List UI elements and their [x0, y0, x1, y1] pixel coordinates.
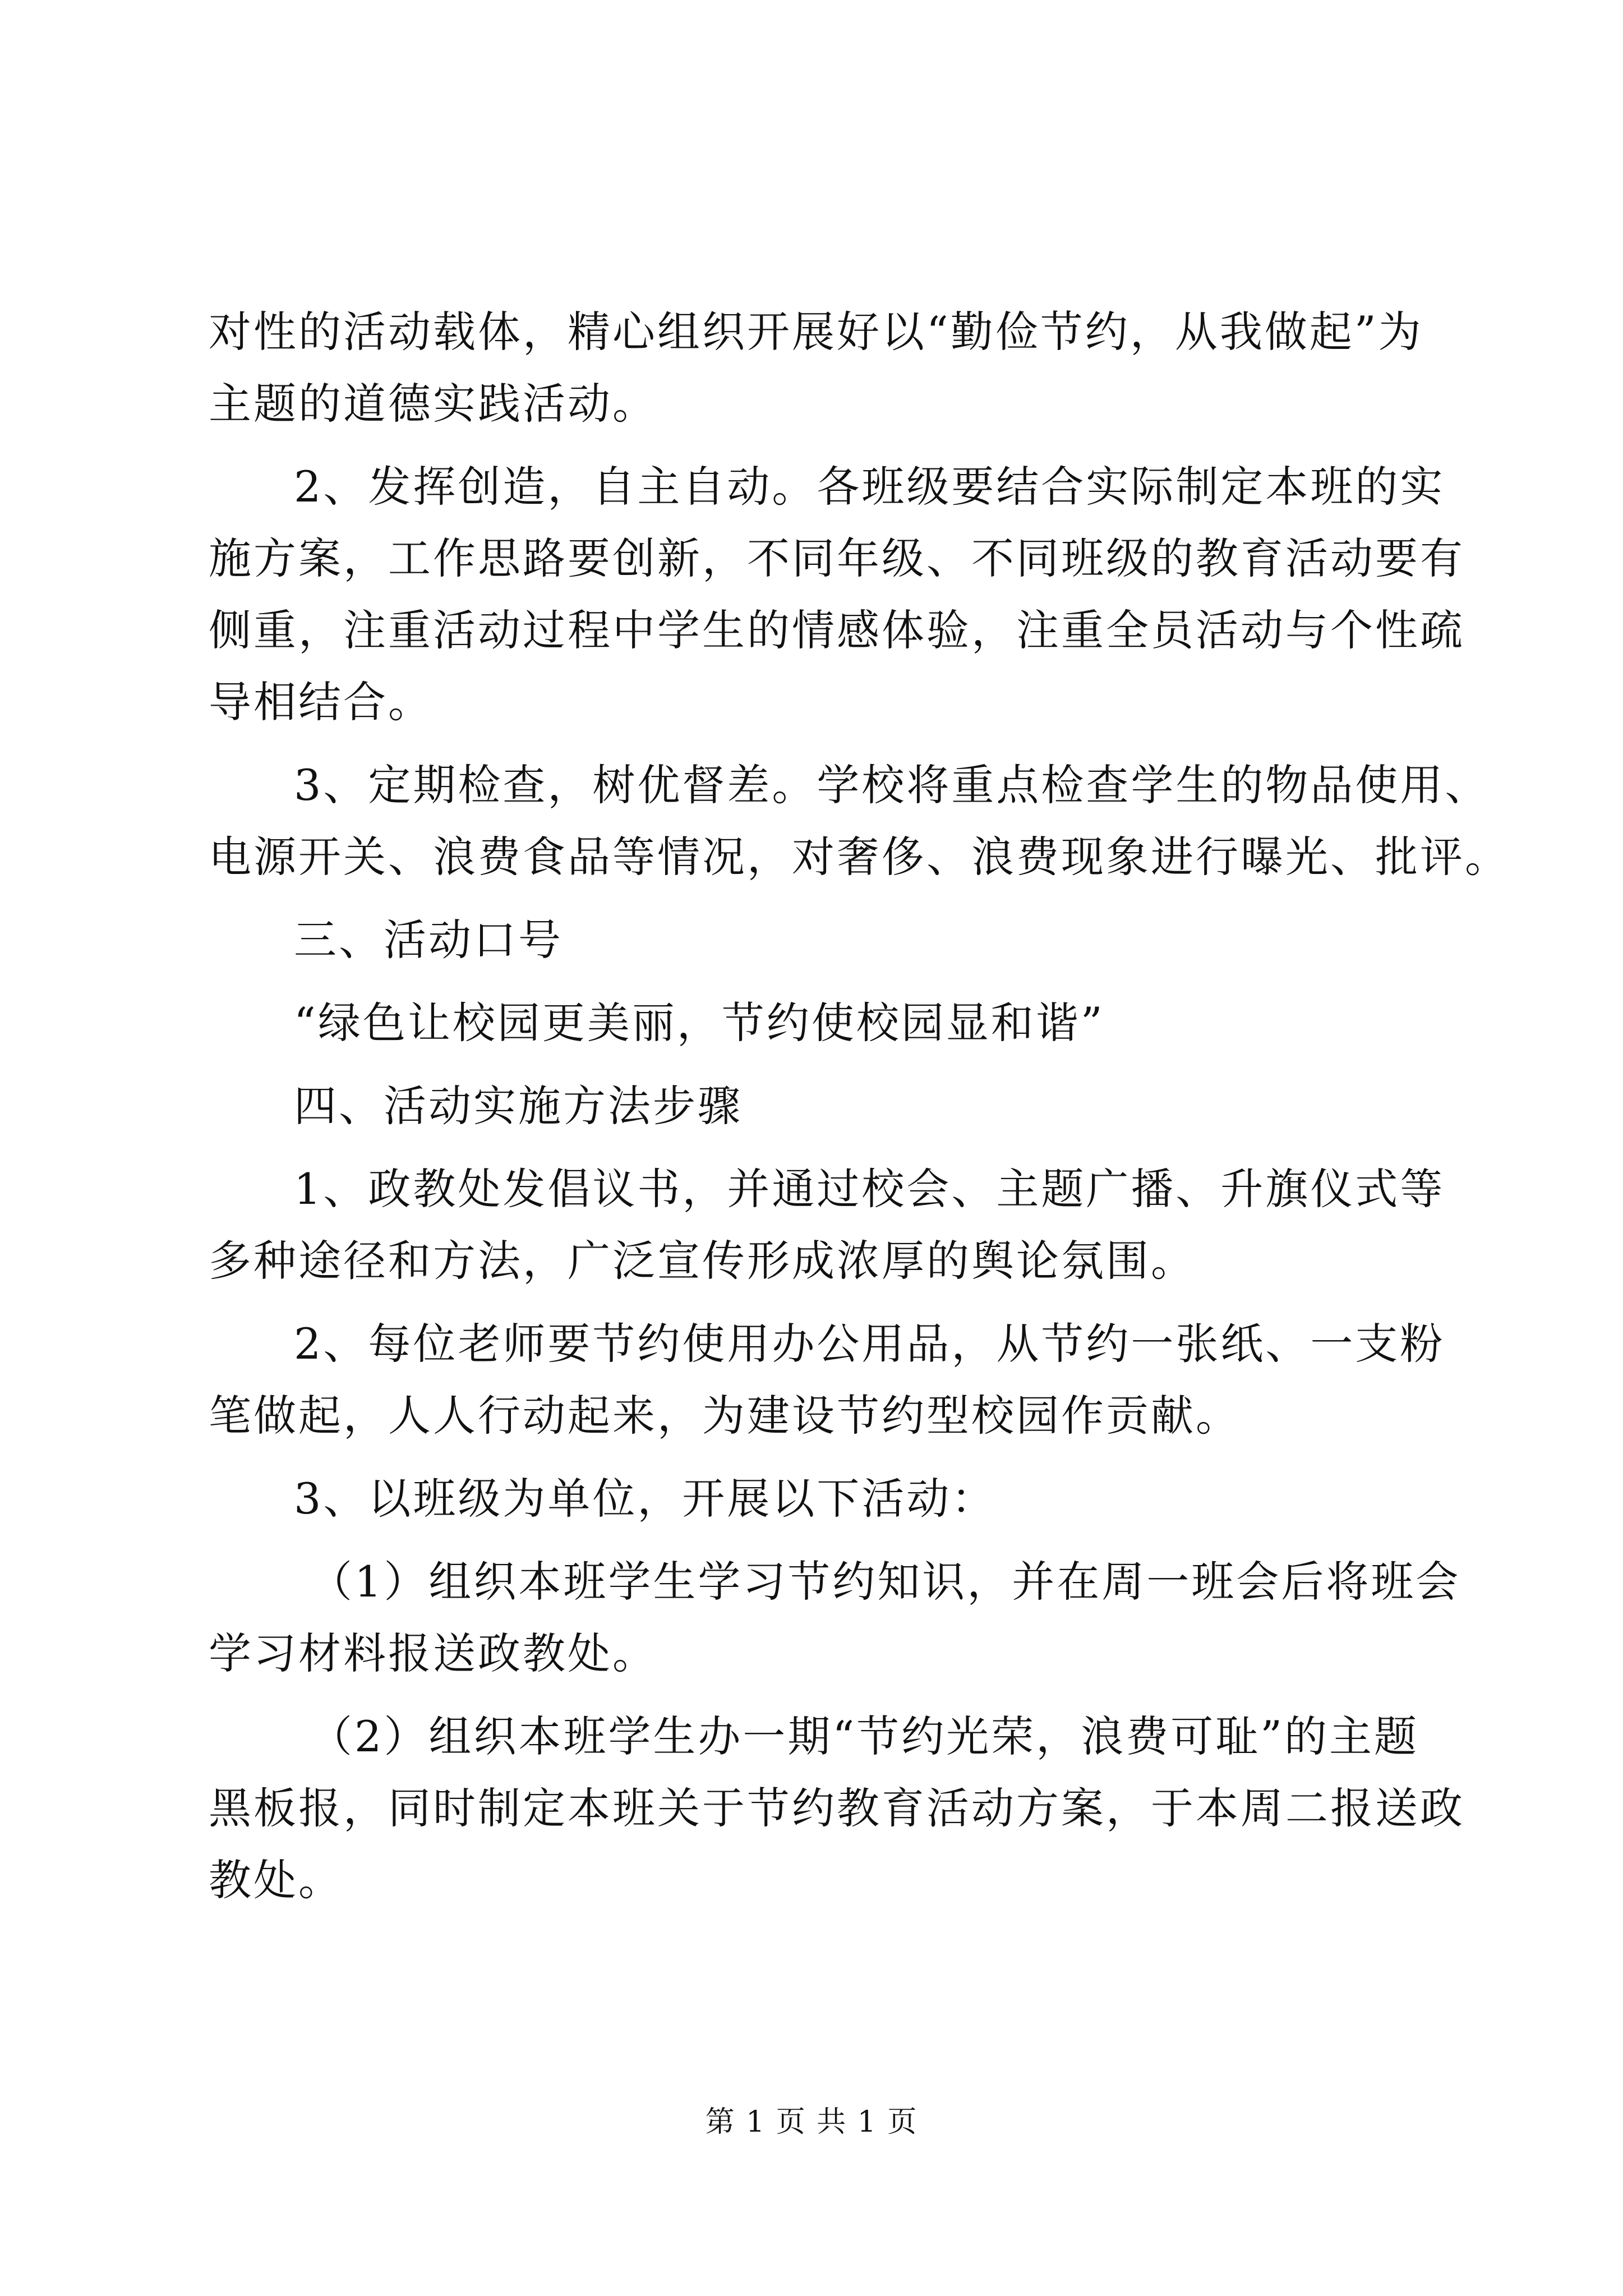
paragraph-line: 主题的道德实践活动。: [209, 379, 657, 429]
paragraph-line: 3、定期检查，树优督差。学校将重点检查学生的物品使用、: [294, 760, 1490, 810]
section-heading: 四、活动实施方法步骤: [294, 1081, 743, 1131]
paragraph-line: （2）组织本班学生办一期“节约光荣，浪费可耻”的主题: [310, 1711, 1419, 1761]
paragraph-line: 施方案，工作思路要创新，不同年级、不同班级的教育活动要有: [209, 533, 1465, 583]
paragraph-line: 教处。: [209, 1855, 343, 1905]
paragraph-line: 笔做起，人人行动起来，为建设节约型校园作贡献。: [209, 1391, 1241, 1441]
document-body: [209, 296, 1510, 1916]
paragraph-line: （1）组织本班学生学习节约知识，并在周一班会后将班会: [310, 1557, 1461, 1607]
paragraph-line: 1、政教处发倡议书，并通过校会、主题广播、升旗仪式等: [294, 1164, 1445, 1214]
paragraph-line: 2、发挥创造，自主自动。各班级要结合实际制定本班的实: [294, 462, 1445, 512]
paragraph-line: 多种途径和方法，广泛宣传形成浓厚的舆论氛围。: [209, 1236, 1196, 1286]
paragraph-line: 电源开关、浪费食品等情况，对奢侈、浪费现象进行曝光、批评。: [209, 832, 1510, 882]
page-number-footer: 第 1 页 共 1 页: [705, 2105, 918, 2139]
slogan-line: “绿色让校园更美丽，节约使校园显和谐”: [294, 998, 1105, 1048]
paragraph-line: 导相结合。: [209, 677, 433, 727]
paragraph-line: 3、以班级为单位，开展以下活动：: [294, 1474, 997, 1524]
section-heading: 三、活动口号: [294, 915, 563, 965]
paragraph-line: 学习材料报送政教处。: [209, 1628, 657, 1678]
paragraph-line: 2、每位老师要节约使用办公用品，从节约一张纸、一支粉: [294, 1319, 1445, 1369]
paragraph-line: 对性的活动载体，精心组织开展好以“勤俭节约，从我做起”为: [209, 307, 1423, 357]
paragraph-line: 黑板报，同时制定本班关于节约教育活动方案，于本周二报送政: [209, 1783, 1465, 1833]
paragraph-line: 侧重，注重活动过程中学生的情感体验，注重全员活动与个性疏: [209, 605, 1465, 655]
